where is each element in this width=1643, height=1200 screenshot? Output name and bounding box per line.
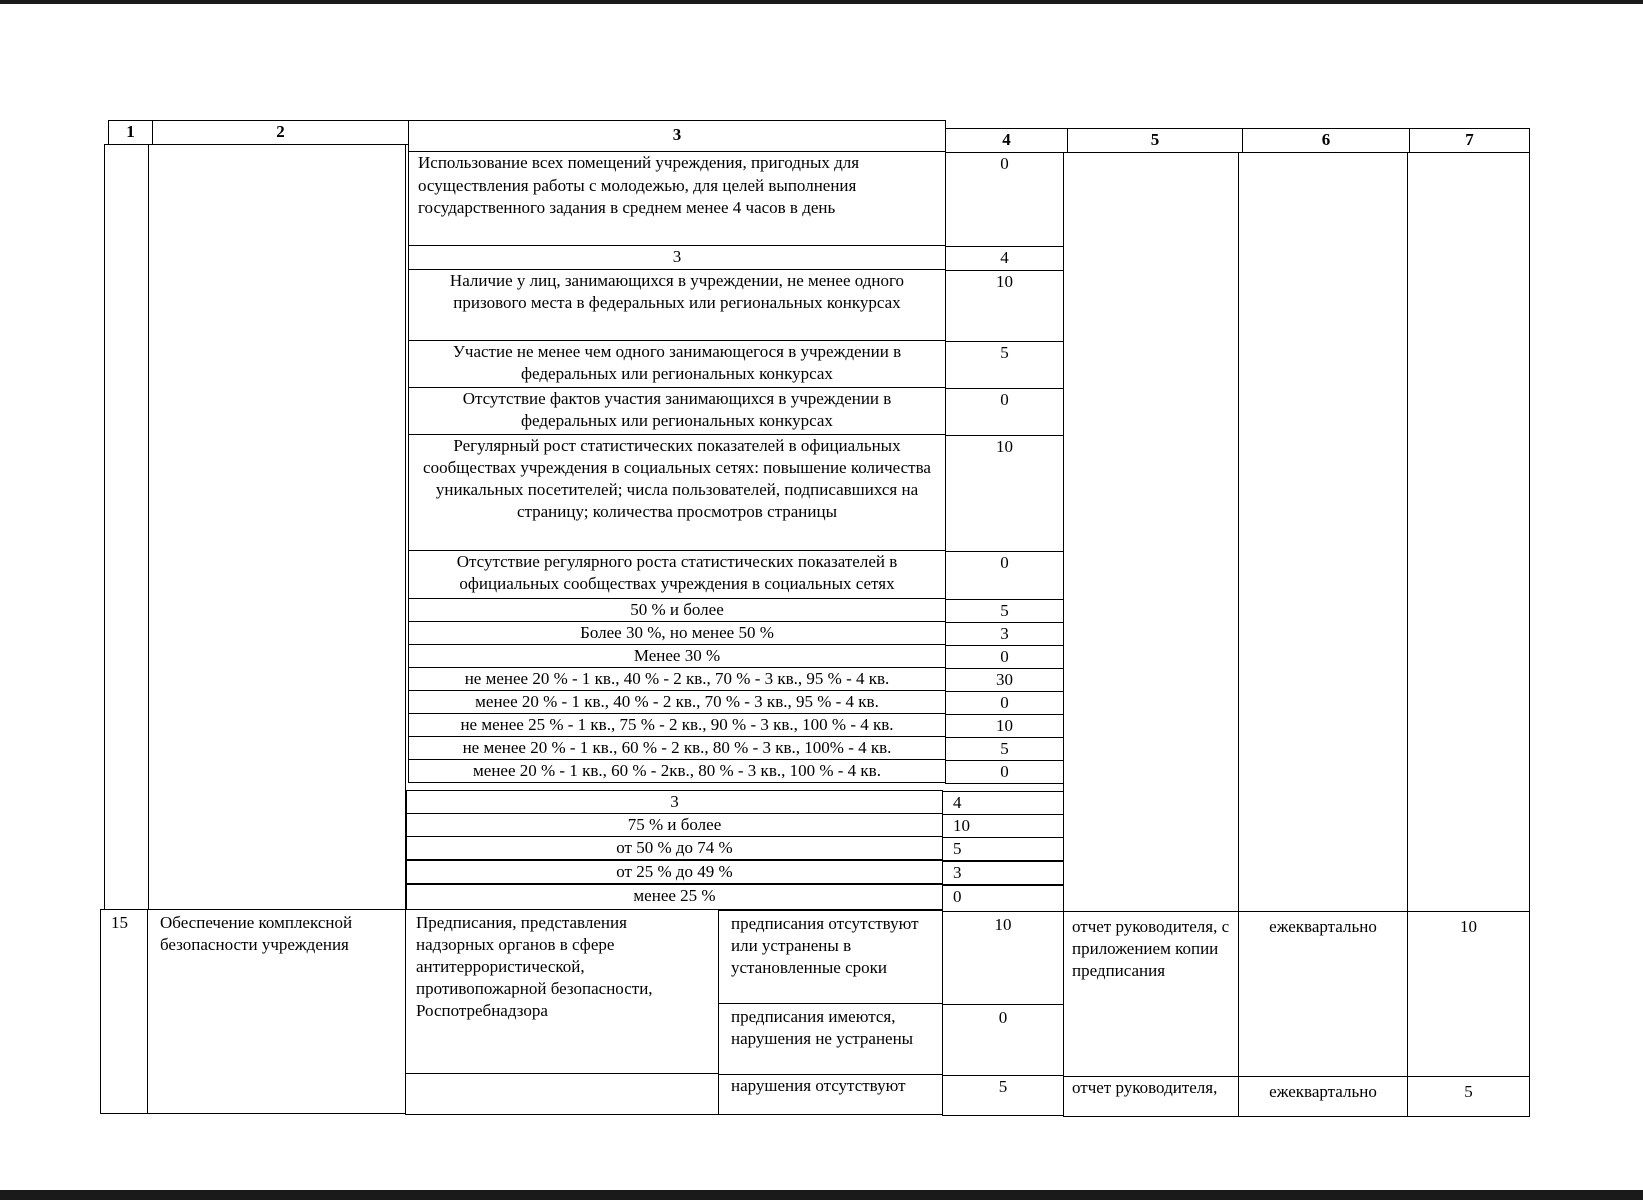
row-16-frequency: ежеквартально — [1238, 1076, 1408, 1117]
points-cell: 4 — [942, 791, 1064, 815]
upper-col-1-empty — [104, 144, 149, 910]
upper-col-5-empty — [1063, 152, 1239, 912]
header-col-3: 3 — [408, 120, 946, 152]
header-col-2: 2 — [152, 120, 409, 145]
header-col-1: 1 — [108, 120, 153, 145]
table-row: от 25 % до 49 % — [406, 860, 943, 884]
row-15-name: Обеспечение комплексной безопасности учреждения — [147, 909, 406, 1114]
table-row: 75 % и более — [406, 813, 943, 837]
table-row: Отсутствие регулярного роста статистических показателей в официальных сообществах учреждения в социальных сетях — [408, 550, 946, 599]
row-16-points: 5 — [942, 1075, 1064, 1116]
points-cell: 0 — [945, 691, 1064, 715]
points-cell: 10 — [945, 714, 1064, 738]
table-row: менее 25 % — [406, 884, 943, 910]
points-cell: 10 — [945, 435, 1064, 552]
points-cell: 4 — [945, 246, 1064, 271]
row-16-condition: нарушения отсутствуют — [718, 1074, 943, 1115]
header-col-7: 7 — [1409, 128, 1530, 153]
row-15-points-2: 0 — [942, 1004, 1064, 1076]
points-cell: 5 — [945, 737, 1064, 761]
table-row: не менее 20 % - 1 кв., 60 % - 2 кв., 80 % - 3 кв., 100% - 4 кв. — [408, 736, 946, 760]
points-cell: 3 — [945, 622, 1064, 646]
table-row: от 50 % до 74 % — [406, 836, 943, 860]
points-cell: 0 — [945, 551, 1064, 600]
points-cell: 10 — [945, 270, 1064, 342]
points-cell: 30 — [945, 668, 1064, 692]
points-cell: 5 — [945, 341, 1064, 389]
table-row: Отсутствие фактов участия занимающихся в учреждении в федеральных или региональных конкурсах — [408, 387, 946, 435]
points-cell: 0 — [945, 760, 1064, 784]
scan-edge-bottom — [0, 1190, 1643, 1200]
points-cell: 0 — [942, 885, 1064, 912]
row-15-indicator: Предписания, представления надзорных органов в сфере антитеррористической, противопожарной безопасности, Роспотребнадзора — [405, 909, 719, 1074]
table-row: Регулярный рост статистических показателей в официальных сообществах учреждения в социальных сетях: повышение количества уникальных посетителей; числа пользователей, подписавшихся на страницу; количества просмотров страницы — [408, 434, 946, 551]
row-16-report: отчет руководителя, — [1063, 1076, 1239, 1117]
header-col-6: 6 — [1242, 128, 1410, 153]
scan-edge-top — [0, 0, 1643, 4]
points-cell: 10 — [942, 814, 1064, 838]
table-row: Более 30 %, но менее 50 % — [408, 621, 946, 645]
row-15-report: отчет руководителя, с приложением копии предписания — [1063, 911, 1239, 1077]
upper-col-6-empty — [1238, 152, 1408, 912]
points-cell: 3 — [942, 861, 1064, 885]
row-16-max-points: 5 — [1407, 1076, 1530, 1117]
table-row: Участие не менее чем одного занимающегося в учреждении в федеральных или региональных конкурсах — [408, 340, 946, 388]
table-row: не менее 20 % - 1 кв., 40 % - 2 кв., 70 % - 3 кв., 95 % - 4 кв. — [408, 667, 946, 691]
table-row: 50 % и более — [408, 598, 946, 622]
upper-col-7-empty — [1407, 152, 1530, 912]
points-cell: 5 — [942, 837, 1064, 861]
criterion-text: Использование всех помещений учреждения, пригодных для осуществления работы с молодежью, для целей выполнения государственного задания в среднем менее 4 часов в день — [418, 153, 860, 217]
points-cell: 0 — [945, 152, 1064, 247]
table-row: Менее 30 % — [408, 644, 946, 668]
header-col-4: 4 — [945, 128, 1068, 153]
row-15-condition-1: предписания отсутствуют или устранены в установленные сроки — [718, 910, 943, 1004]
row-15-points-1: 10 — [942, 911, 1064, 1005]
points-cell: 0 — [945, 645, 1064, 669]
row-16-indicator — [405, 1073, 719, 1115]
points-cell: 5 — [945, 599, 1064, 623]
row-15-number: 15 — [100, 909, 148, 1114]
table-row: менее 20 % - 1 кв., 40 % - 2 кв., 70 % - 3 кв., 95 % - 4 кв. — [408, 690, 946, 714]
row-15-max-points: 10 — [1407, 911, 1530, 1077]
table-row: Наличие у лиц, занимающихся в учреждении, не менее одного призового места в федеральных или региональных конкурсах — [408, 269, 946, 341]
table-row: 3 — [406, 790, 943, 814]
table-row: менее 20 % - 1 кв., 60 % - 2кв., 80 % - 3 кв., 100 % - 4 кв. — [408, 759, 946, 783]
upper-col-2-empty — [148, 144, 406, 910]
table-row: не менее 25 % - 1 кв., 75 % - 2 кв., 90 % - 3 кв., 100 % - 4 кв. — [408, 713, 946, 737]
row-15-frequency: ежеквартально — [1238, 911, 1408, 1077]
points-cell: 0 — [945, 388, 1064, 436]
row-15-condition-2: предписания имеются, нарушения не устранены — [718, 1003, 943, 1075]
header-col-5: 5 — [1067, 128, 1243, 153]
table-row: 3 — [408, 245, 946, 270]
